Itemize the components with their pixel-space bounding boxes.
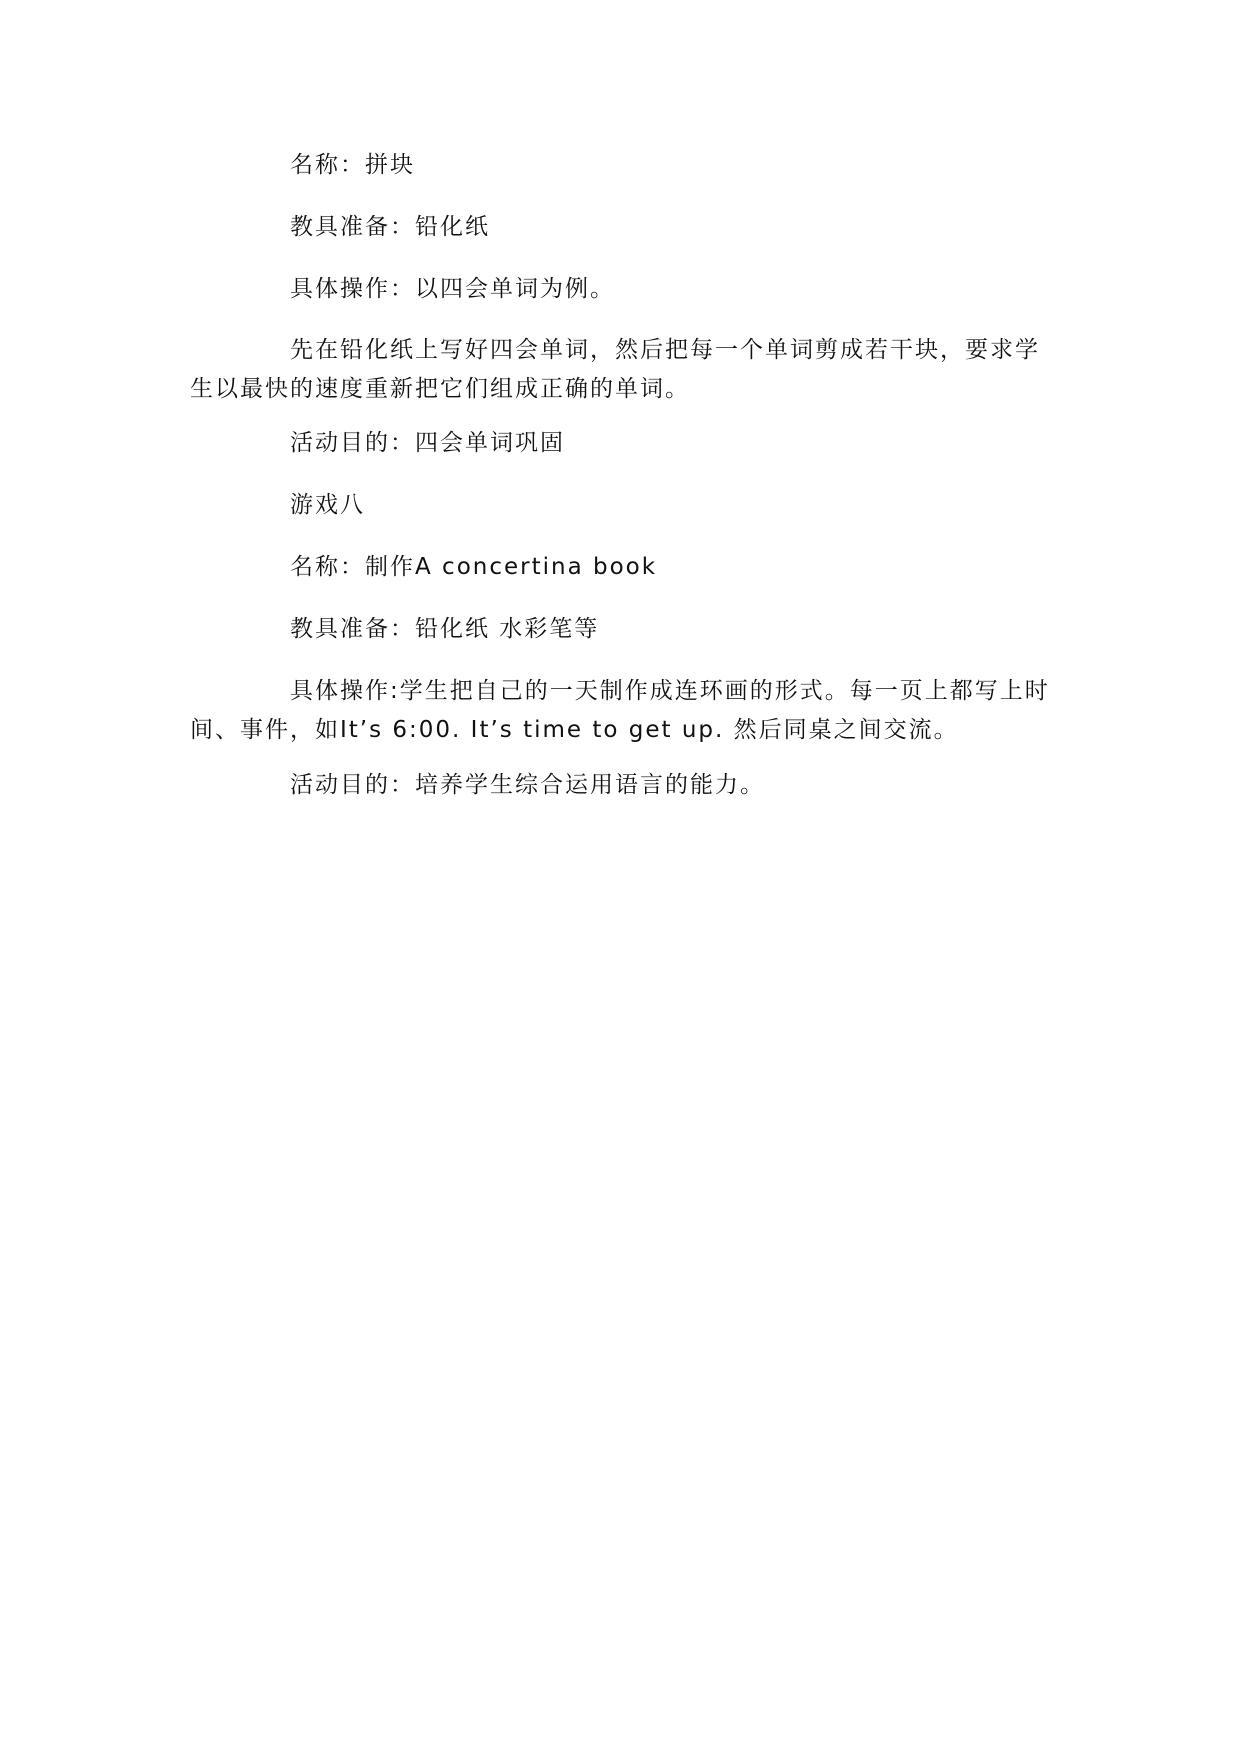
paragraph-operation-2: 具体操作:学生把自己的一天制作成连环画的形式。每一页上都写上时间、事件，如It’s 6:00. It’s time to get up. 然后同桌之间交流。 [190, 678, 1050, 743]
paragraph-game-heading: 游戏八 [290, 492, 365, 518]
paragraph-materials-2: 教具准备：铅化纸 水彩笔等 [290, 616, 600, 642]
paragraph-operation-1: 具体操作：以四会单词为例。 [290, 276, 615, 302]
paragraph-name-pinkuai: 名称：拼块 [290, 152, 415, 178]
paragraph-description-1: 先在铅化纸上写好四会单词，然后把每一个单词剪成若干块，要求学生以最快的速度重新把它们组成正确的单词。 [190, 337, 1040, 402]
paragraph-purpose-2: 活动目的：培养学生综合运用语言的能力。 [290, 772, 765, 798]
paragraph-purpose-1: 活动目的：四会单词巩固 [290, 430, 565, 456]
paragraph-name-concertina: 名称：制作A concertina book [290, 554, 658, 580]
paragraph-materials-1: 教具准备：铅化纸 [290, 214, 490, 240]
